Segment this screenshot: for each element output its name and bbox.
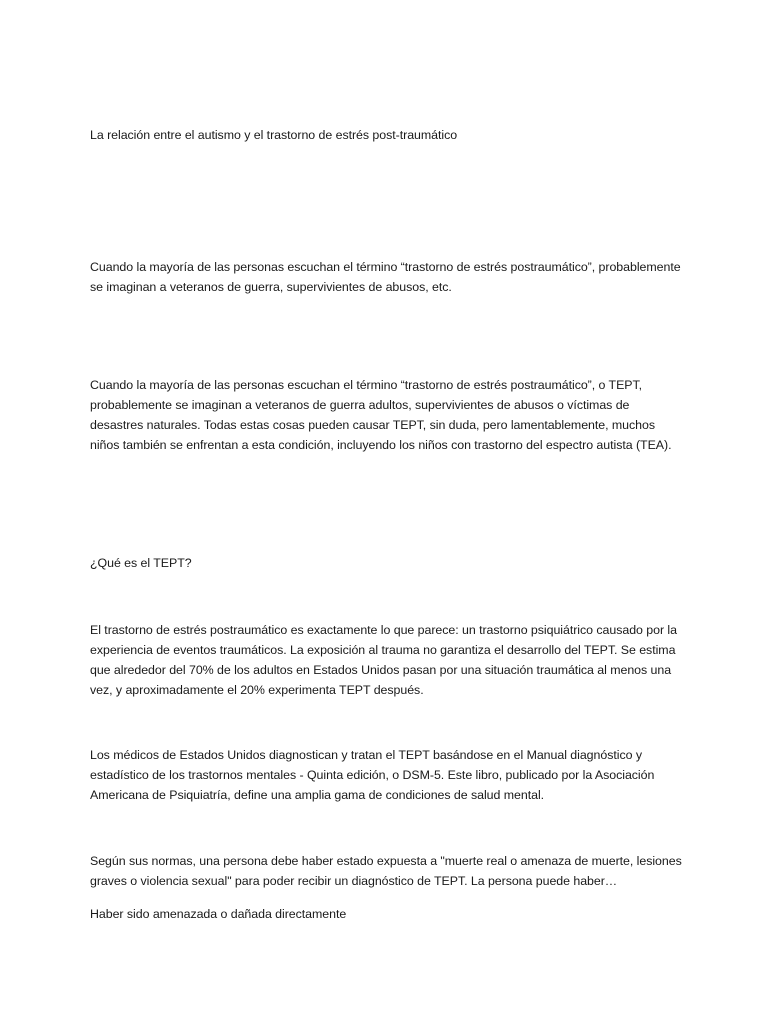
paragraph-intro-short: Cuando la mayoría de las personas escuchan el término “trastorno de estrés postraumático”, probablemente se imaginan a veteranos de guerra, supervivientes de abusos, etc. <box>90 260 681 294</box>
paragraph-intro-long: Cuando la mayoría de las personas escuchan el término “trastorno de estrés postraumático”, o TEPT, probablemente se imaginan a veteranos de guerra adultos, supervivientes de abusos o víctimas de desastres naturales. Todas estas cosas pueden causar TEPT, sin duda, pero lamentablemente, muchos niños también se enfrentan a esta condición, incluyendo los niños con trastorno del espectro autista (TEA). <box>90 378 672 452</box>
document-title: La relación entre el autismo y el trastorno de estrés post-traumático <box>90 128 458 142</box>
list-item-directly-threatened: Haber sido amenazada o dañada directamente <box>90 907 347 921</box>
paragraph-dsm5: Los médicos de Estados Unidos diagnostican y tratan el TEPT basándose en el Manual diagnóstico y estadístico de los trastornos mentales - Quinta edición, o DSM-5. Este libro, publicado por la Asociación Americana de Psiquiatría, define una amplia gama de condiciones de salud mental. <box>90 748 655 802</box>
section-heading-que-es-tept: ¿Qué es el TEPT? <box>90 556 192 570</box>
paragraph-definition: El trastorno de estrés postraumático es exactamente lo que parece: un trastorno psiquiátrico causado por la experiencia de eventos traumáticos. La exposición al trauma no garantiza el desarrollo del TEPT. Se estima que alrededor del 70% de los adultos en Estados Unidos pasan por una situación traumática al menos una vez, y aproximadamente el 20% experimenta TEPT después. <box>90 623 677 697</box>
paragraph-criteria: Según sus normas, una persona debe haber estado expuesta a "muerte real o amenaza de muerte, lesiones graves o violencia sexual" para poder recibir un diagnóstico de TEPT. La persona puede haber… <box>90 854 682 888</box>
